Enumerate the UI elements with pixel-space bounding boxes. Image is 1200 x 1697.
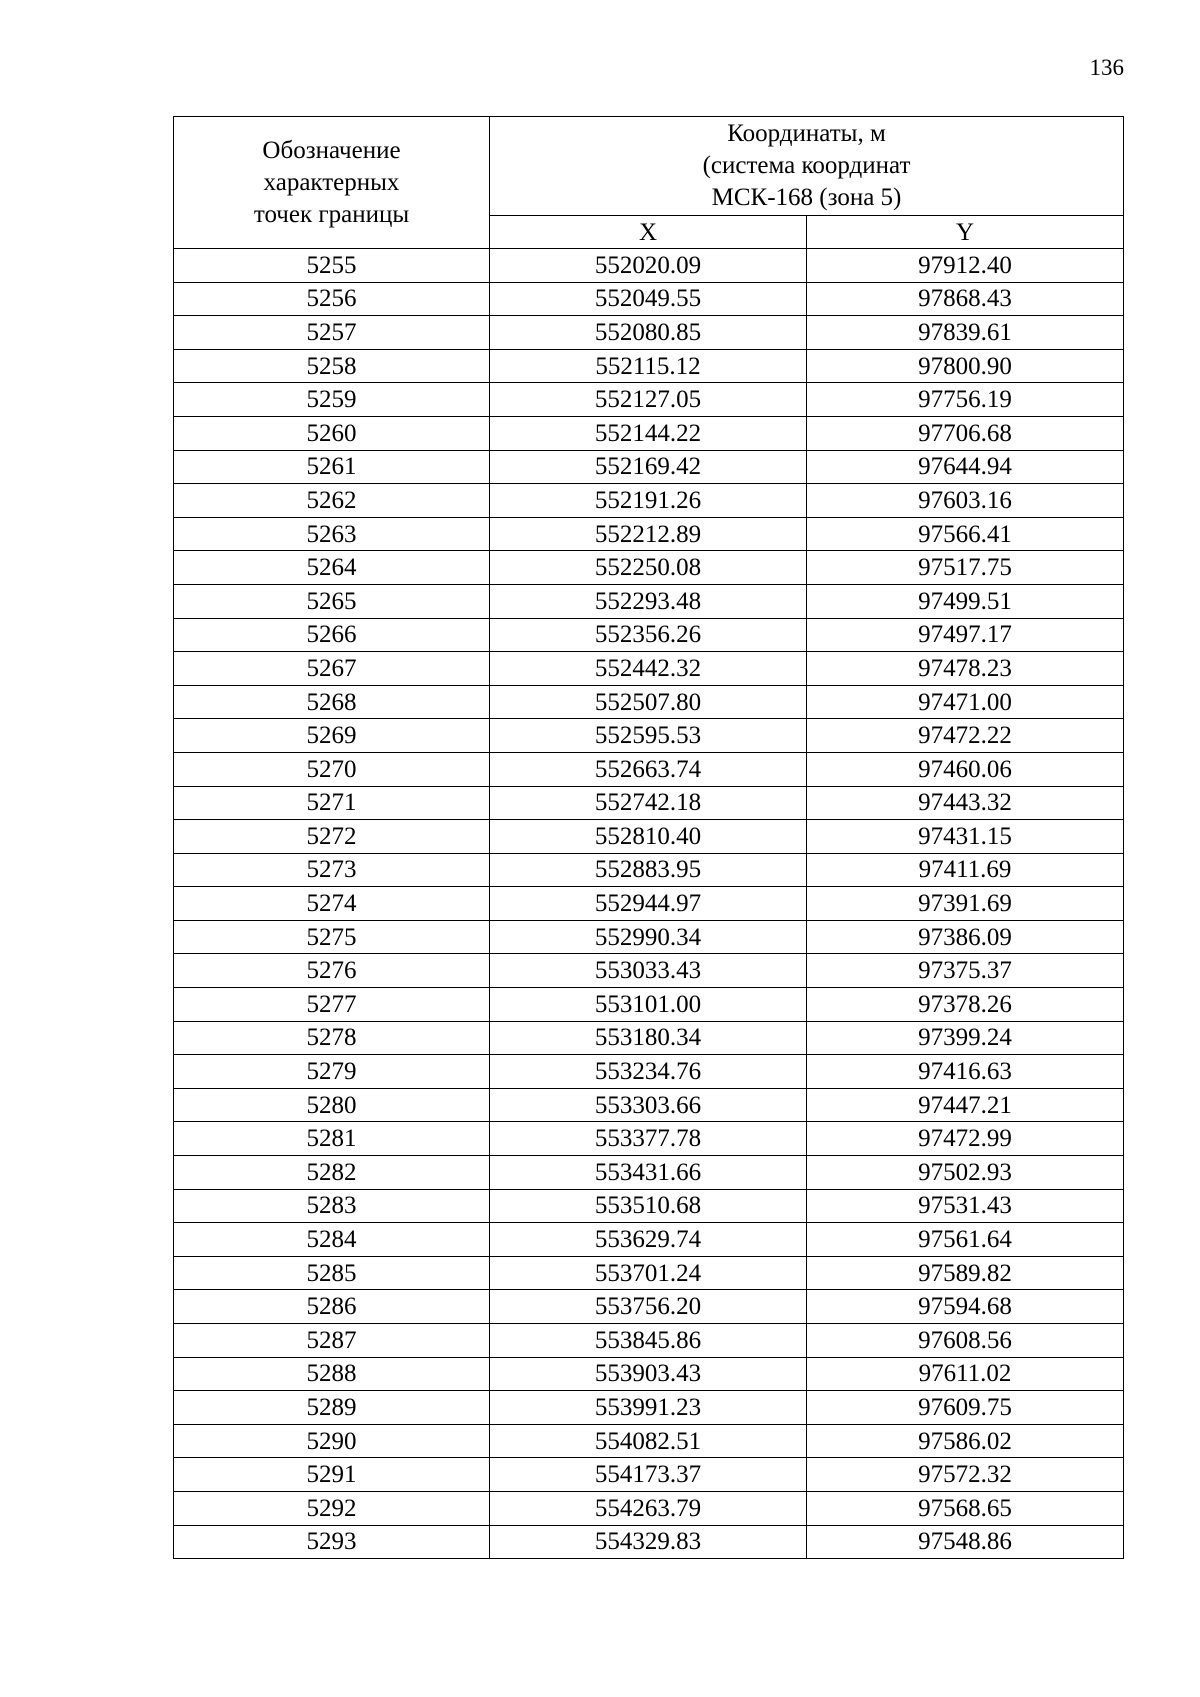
cell-x: 553629.74 — [490, 1223, 807, 1257]
cell-y: 97411.69 — [807, 853, 1124, 887]
cell-y: 97447.21 — [807, 1088, 1124, 1122]
cell-y: 97431.15 — [807, 820, 1124, 854]
cell-y: 97460.06 — [807, 752, 1124, 786]
cell-point: 5255 — [174, 249, 490, 283]
cell-x: 552990.34 — [490, 920, 807, 954]
cell-y: 97531.43 — [807, 1189, 1124, 1223]
cell-x: 553701.24 — [490, 1256, 807, 1290]
cell-point: 5283 — [174, 1189, 490, 1223]
cell-point: 5257 — [174, 316, 490, 350]
table-row — [174, 584, 1124, 618]
table-row — [174, 786, 1124, 820]
cell-x: 552356.26 — [490, 618, 807, 652]
table-row — [174, 1324, 1124, 1358]
table-row — [174, 1424, 1124, 1458]
table-row — [174, 1223, 1124, 1257]
cell-y: 97391.69 — [807, 887, 1124, 921]
cell-x: 554263.79 — [490, 1491, 807, 1525]
cell-point: 5264 — [174, 551, 490, 585]
cell-x: 552810.40 — [490, 820, 807, 854]
cell-point: 5261 — [174, 450, 490, 484]
cell-y: 97386.09 — [807, 920, 1124, 954]
cell-point: 5263 — [174, 517, 490, 551]
cell-x: 552049.55 — [490, 282, 807, 316]
cell-x: 552127.05 — [490, 383, 807, 417]
cell-y: 97706.68 — [807, 416, 1124, 450]
cell-y: 97868.43 — [807, 282, 1124, 316]
table-row — [174, 954, 1124, 988]
cell-y: 97472.22 — [807, 719, 1124, 753]
table-row — [174, 1458, 1124, 1492]
cell-x: 553756.20 — [490, 1290, 807, 1324]
table-row — [174, 249, 1124, 283]
cell-x: 553431.66 — [490, 1156, 807, 1190]
coordinates-table — [173, 116, 1124, 1559]
cell-y: 97471.00 — [807, 685, 1124, 719]
cell-point: 5286 — [174, 1290, 490, 1324]
table-row — [174, 988, 1124, 1022]
cell-point: 5280 — [174, 1088, 490, 1122]
table-row — [174, 652, 1124, 686]
cell-x: 553234.76 — [490, 1055, 807, 1089]
cell-point: 5268 — [174, 685, 490, 719]
cell-point: 5271 — [174, 786, 490, 820]
cell-point: 5292 — [174, 1491, 490, 1525]
cell-point: 5289 — [174, 1391, 490, 1425]
table-row — [174, 1122, 1124, 1156]
cell-point: 5260 — [174, 416, 490, 450]
cell-point: 5265 — [174, 584, 490, 618]
cell-y: 97517.75 — [807, 551, 1124, 585]
cell-point: 5266 — [174, 618, 490, 652]
table-row — [174, 820, 1124, 854]
header-y: Y — [807, 216, 1124, 249]
cell-x: 552250.08 — [490, 551, 807, 585]
table-row — [174, 1088, 1124, 1122]
cell-x: 554329.83 — [490, 1525, 807, 1559]
cell-point: 5269 — [174, 719, 490, 753]
table-row — [174, 853, 1124, 887]
cell-x: 552212.89 — [490, 517, 807, 551]
cell-point: 5277 — [174, 988, 490, 1022]
header-x: X — [490, 216, 807, 249]
cell-y: 97586.02 — [807, 1424, 1124, 1458]
cell-x: 552020.09 — [490, 249, 807, 283]
cell-point: 5279 — [174, 1055, 490, 1089]
cell-y: 97839.61 — [807, 316, 1124, 350]
table-row — [174, 383, 1124, 417]
cell-x: 553903.43 — [490, 1357, 807, 1391]
cell-x: 553303.66 — [490, 1088, 807, 1122]
table-row — [174, 1290, 1124, 1324]
cell-point: 5274 — [174, 887, 490, 921]
cell-y: 97608.56 — [807, 1324, 1124, 1358]
table-row — [174, 517, 1124, 551]
cell-y: 97609.75 — [807, 1391, 1124, 1425]
cell-point: 5270 — [174, 752, 490, 786]
cell-point: 5258 — [174, 349, 490, 383]
table-row — [174, 1055, 1124, 1089]
cell-y: 97375.37 — [807, 954, 1124, 988]
table-row — [174, 719, 1124, 753]
cell-y: 97378.26 — [807, 988, 1124, 1022]
cell-point: 5275 — [174, 920, 490, 954]
table-row — [174, 752, 1124, 786]
cell-x: 553845.86 — [490, 1324, 807, 1358]
table-row — [174, 416, 1124, 450]
table-row — [174, 1357, 1124, 1391]
cell-point: 5285 — [174, 1256, 490, 1290]
cell-point: 5262 — [174, 484, 490, 518]
cell-y: 97472.99 — [807, 1122, 1124, 1156]
table-row — [174, 316, 1124, 350]
table-row — [174, 1491, 1124, 1525]
header-row-main — [174, 117, 1124, 216]
table-row — [174, 1391, 1124, 1425]
table-row — [174, 685, 1124, 719]
cell-x: 552169.42 — [490, 450, 807, 484]
cell-x: 552663.74 — [490, 752, 807, 786]
cell-y: 97478.23 — [807, 652, 1124, 686]
cell-point: 5291 — [174, 1458, 490, 1492]
cell-x: 553991.23 — [490, 1391, 807, 1425]
cell-y: 97502.93 — [807, 1156, 1124, 1190]
cell-x: 553180.34 — [490, 1021, 807, 1055]
cell-y: 97566.41 — [807, 517, 1124, 551]
cell-y: 97568.65 — [807, 1491, 1124, 1525]
cell-x: 552742.18 — [490, 786, 807, 820]
cell-x: 554082.51 — [490, 1424, 807, 1458]
cell-y: 97644.94 — [807, 450, 1124, 484]
cell-x: 552080.85 — [490, 316, 807, 350]
table-row — [174, 1256, 1124, 1290]
cell-point: 5282 — [174, 1156, 490, 1190]
cell-y: 97756.19 — [807, 383, 1124, 417]
cell-y: 97594.68 — [807, 1290, 1124, 1324]
cell-x: 552115.12 — [490, 349, 807, 383]
table-row — [174, 484, 1124, 518]
table-row — [174, 887, 1124, 921]
page-number: 136 — [1089, 55, 1124, 80]
header-designation: Обозначение характерных точек границы — [174, 117, 490, 249]
cell-y: 97912.40 — [807, 249, 1124, 283]
table-row — [174, 551, 1124, 585]
cell-x: 553510.68 — [490, 1189, 807, 1223]
table-row — [174, 450, 1124, 484]
cell-y: 97399.24 — [807, 1021, 1124, 1055]
cell-point: 5284 — [174, 1223, 490, 1257]
cell-y: 97561.64 — [807, 1223, 1124, 1257]
cell-x: 552883.95 — [490, 853, 807, 887]
cell-point: 5272 — [174, 820, 490, 854]
cell-y: 97603.16 — [807, 484, 1124, 518]
cell-y: 97416.63 — [807, 1055, 1124, 1089]
table-body — [174, 249, 1124, 1559]
cell-point: 5293 — [174, 1525, 490, 1559]
cell-point: 5281 — [174, 1122, 490, 1156]
table-row — [174, 1525, 1124, 1559]
cell-x: 553101.00 — [490, 988, 807, 1022]
cell-x: 552144.22 — [490, 416, 807, 450]
cell-x: 552293.48 — [490, 584, 807, 618]
cell-point: 5290 — [174, 1424, 490, 1458]
cell-point: 5256 — [174, 282, 490, 316]
cell-x: 552595.53 — [490, 719, 807, 753]
table-row — [174, 920, 1124, 954]
table-header — [174, 117, 1124, 249]
cell-point: 5288 — [174, 1357, 490, 1391]
table-row — [174, 1021, 1124, 1055]
cell-point: 5259 — [174, 383, 490, 417]
table-row — [174, 1156, 1124, 1190]
cell-y: 97572.32 — [807, 1458, 1124, 1492]
cell-y: 97499.51 — [807, 584, 1124, 618]
table-row — [174, 282, 1124, 316]
table-row — [174, 1189, 1124, 1223]
table-row — [174, 618, 1124, 652]
cell-x: 552944.97 — [490, 887, 807, 921]
cell-x: 552507.80 — [490, 685, 807, 719]
cell-point: 5267 — [174, 652, 490, 686]
cell-y: 97800.90 — [807, 349, 1124, 383]
cell-x: 553033.43 — [490, 954, 807, 988]
cell-point: 5276 — [174, 954, 490, 988]
cell-y: 97497.17 — [807, 618, 1124, 652]
cell-y: 97548.86 — [807, 1525, 1124, 1559]
cell-x: 552442.32 — [490, 652, 807, 686]
cell-point: 5273 — [174, 853, 490, 887]
cell-point: 5278 — [174, 1021, 490, 1055]
cell-x: 553377.78 — [490, 1122, 807, 1156]
header-coordinates: Координаты, м (система координат МСК-168 (зона 5) — [490, 117, 1124, 216]
cell-x: 552191.26 — [490, 484, 807, 518]
cell-point: 5287 — [174, 1324, 490, 1358]
cell-y: 97611.02 — [807, 1357, 1124, 1391]
cell-y: 97443.32 — [807, 786, 1124, 820]
cell-y: 97589.82 — [807, 1256, 1124, 1290]
cell-x: 554173.37 — [490, 1458, 807, 1492]
table-row — [174, 349, 1124, 383]
